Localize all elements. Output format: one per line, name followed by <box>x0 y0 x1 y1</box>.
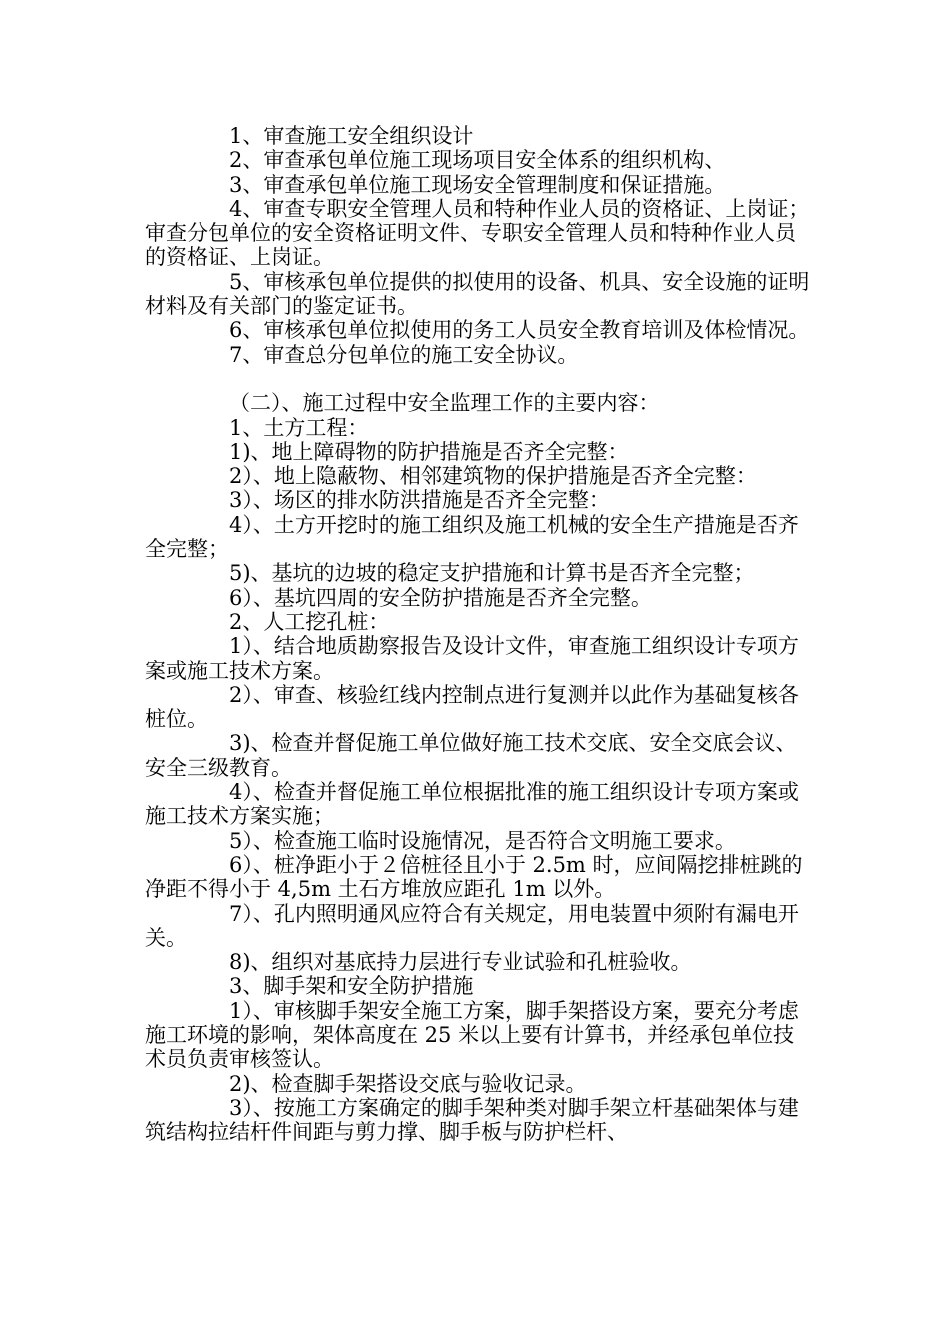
paragraph-review-safety-design: 1、审查施工安全组织设计 <box>229 124 474 148</box>
document-body <box>145 124 813 1144</box>
paragraph-review-qualification-certificates: 4、审查专职安全管理人员和特种作业人员的资格证、上岗证；审查分包单位的安全资格证明文件、专职安全管理人员和特种作业人员的资格证、上岗证。 <box>145 196 810 270</box>
paragraph-review-safety-management-system: 3、审查承包单位施工现场安全管理制度和保证措施。 <box>229 172 726 197</box>
list-item-earthwork-6: 6）、基坑四周的安全防护措施是否齐全完整。 <box>229 585 652 610</box>
list-item-scaffolding-3: 3）、按施工方案确定的脚手架种类对脚手架立杆基础架体与建筑结构拉结杆件间距与剪力撑、脚手板与防护栏杆、 <box>145 1095 799 1145</box>
list-item-earthwork-4: 4）、土方开挖时的施工组织及施工机械的安全生产措施是否齐全完整； <box>145 512 799 562</box>
paragraph-review-safety-organization: 2、审查承包单位施工现场项目安全体系的组织机构、 <box>229 148 726 173</box>
list-item-earthwork-1: 1)、地上障碍物的防护措施是否齐全完整： <box>229 439 629 464</box>
list-item-pile-1: 1）、结合地质勘察报告及设计文件，审查施工组织设计专项方案或施工技术方案。 <box>145 634 799 683</box>
list-item-earthwork-5: 5)、基坑的边坡的稳定支护措施和计算书是否齐全完整； <box>229 561 755 586</box>
list-item-pile-7: 7）、孔内照明通风应符合有关规定，用电装置中须附有漏电开关。 <box>145 901 799 950</box>
paragraph-review-safety-agreement: 7、审查总分包单位的施工安全协议。 <box>229 342 579 367</box>
paragraph-review-equipment-certificates: 5、审核承包单位提供的拟使用的设备、机具、安全设施的证明材料及有关部门的鉴定证书。 <box>145 269 810 319</box>
list-item-pile-3: 3)、检查并督促施工单位做好施工技术交底、安全交底会议、安全三级教育。 <box>145 731 797 780</box>
list-item-pile-4: 4）、检查并督促施工单位根据批准的施工组织设计专项方案或施工技术方案实施； <box>145 780 799 829</box>
subheading-earthwork: 1、土方工程： <box>229 415 369 440</box>
list-item-earthwork-2: 2）、地上隐蔽物、相邻建筑物的保护措施是否齐全完整： <box>229 464 757 489</box>
subheading-scaffolding: 3、脚手架和安全防护措施 <box>229 974 474 999</box>
subheading-manual-pile: 2、人工挖孔桩： <box>229 609 390 634</box>
paragraph-review-worker-training: 6、审核承包单位拟使用的务工人员安全教育培训及体检情况。 <box>229 318 810 343</box>
list-item-scaffolding-1: 1）、审核脚手架安全施工方案，脚手架搭设方案，要充分考虑施工环境的影响，架体高度在 25 米以上要有计算书，并经承包单位技术员负责审核签认。 <box>145 998 799 1072</box>
list-item-pile-6: 6）、桩净距小于２倍桩径且小于 2.5m 时，应间隔挖排桩跳的净距不得小于 4,5m 土石方堆放应距孔 1m 以外。 <box>145 852 803 902</box>
list-item-pile-5: 5）、检查施工临时设施情况，是否符合文明施工要求。 <box>229 828 736 853</box>
section-heading-construction-supervision: （二）、施工过程中安全监理工作的主要内容： <box>229 391 660 416</box>
paragraph-spacer <box>145 367 813 391</box>
list-item-scaffolding-2: 2)、检查脚手架搭设交底与验收记录。 <box>229 1071 587 1096</box>
list-item-pile-8: 8)、组织对基底持力层进行专业试验和孔桩验收。 <box>229 950 692 975</box>
list-item-pile-2: 2）、审查、核验红线内控制点进行复测并以此作为基础复核各桩位。 <box>145 682 799 732</box>
list-item-earthwork-3: 3）、场区的排水防洪措施是否齐全完整： <box>229 488 610 513</box>
